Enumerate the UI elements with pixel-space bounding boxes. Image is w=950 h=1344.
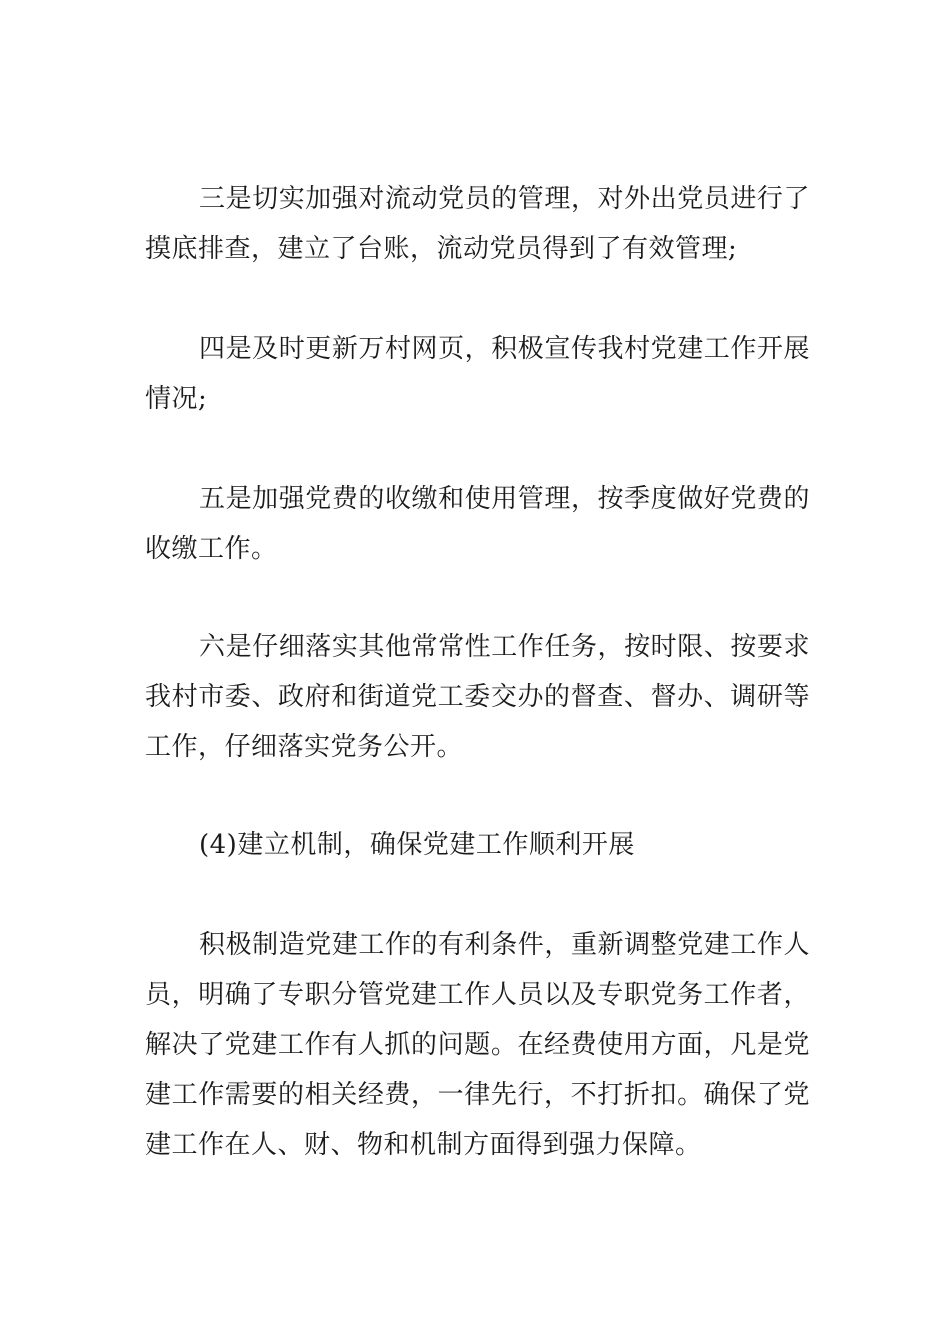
paragraph-routine-tasks: 六是仔细落实其他常常性工作任务，按时限、按要求我村市委、政府和街道党工委交办的督查、督办、调研等工作，仔细落实党务公开。 — [145, 632, 810, 762]
paragraph-mechanism-details: 积极制造党建工作的有利条件，重新调整党建工作人员，明确了专职分管党建工作人员以及专职党务工作者，解决了党建工作有人抓的问题。在经费使用方面，凡是党建工作需要的相关经费，一律先行，不打折扣。确保了党建工作在人、财、物和机制方面得到强力保障。 — [145, 930, 810, 1160]
paragraph-party-dues: 五是加强党费的收缴和使用管理，按季度做好党费的收缴工作。 — [145, 484, 810, 564]
paragraph-floating-members: 三是切实加强对流动党员的管理，对外出党员进行了摸底排查，建立了台账，流动党员得到了有效管理; — [145, 184, 810, 264]
paragraph-village-webpage: 四是及时更新万村网页，积极宣传我村党建工作开展情况; — [145, 334, 810, 414]
section-heading-mechanism: (4)建立机制，确保党建工作顺利开展 — [199, 830, 635, 860]
